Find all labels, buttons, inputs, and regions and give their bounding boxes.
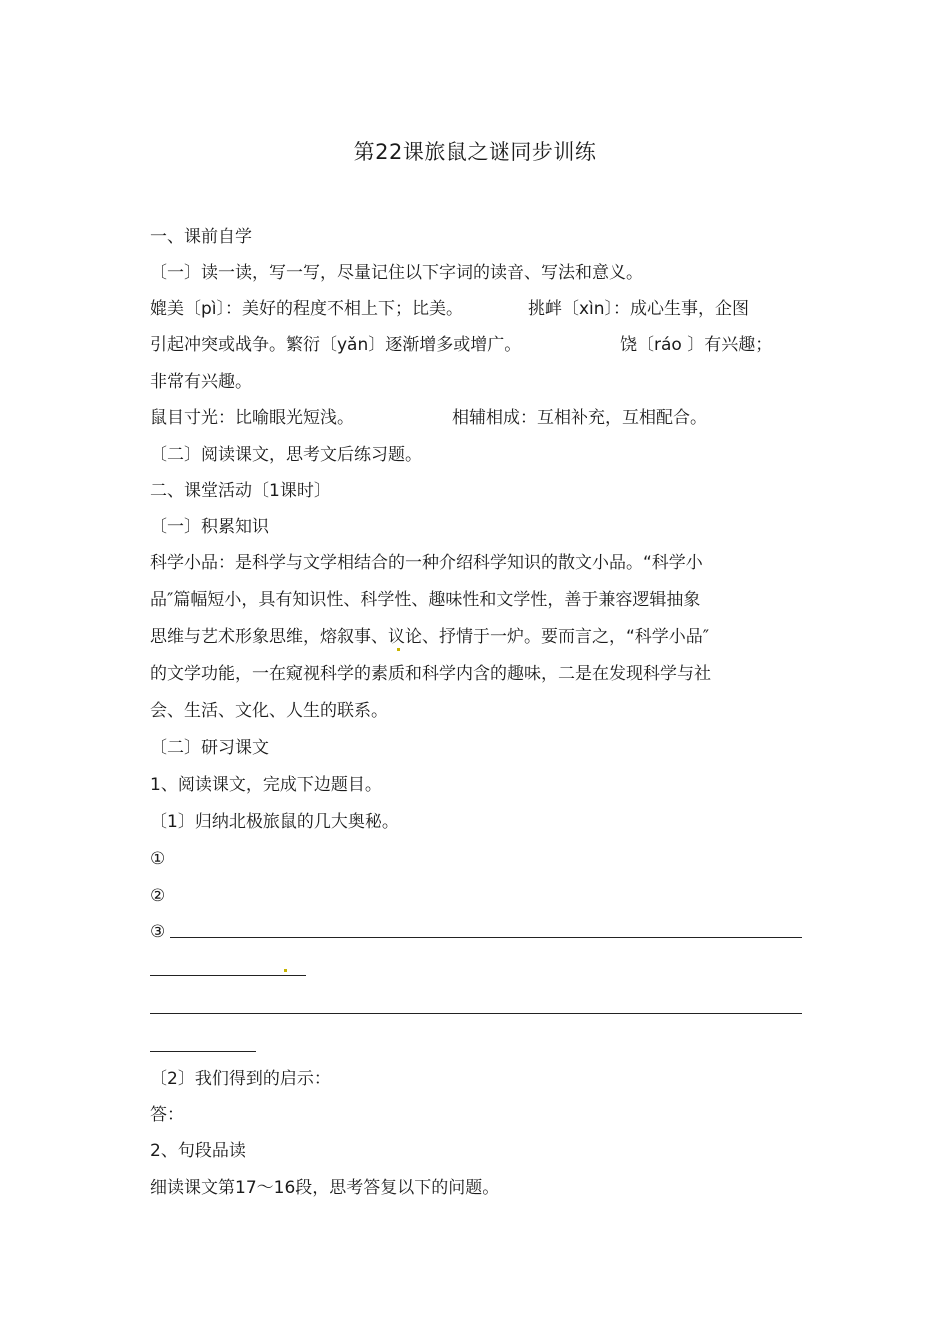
section2-sub1: 〔一〕积累知识 xyxy=(150,517,269,537)
answer-blank-line[interactable] xyxy=(150,1013,802,1014)
question-2: 2、句段品读 xyxy=(150,1141,246,1161)
paragraph-line: 科学小品：是科学与文学相结合的一种介绍科学知识的散文小品。“科学小 xyxy=(150,553,703,573)
paragraph-line: 思维与艺术形象思维，熔叙事、议论、抒情于一炉。要而言之，“科学小品″ xyxy=(150,627,710,647)
vocab-rao: 饶〔ráo 〕有兴趣； xyxy=(620,335,773,355)
section1-sub1: 〔一〕读一读，写一写，尽量记住以下字词的读音、写法和意义。 xyxy=(150,263,643,283)
answer-blank-line[interactable] xyxy=(150,975,306,976)
paragraph-line: 会、生活、文化、人生的联系。 xyxy=(150,701,388,721)
section1-heading: 一、课前自学 xyxy=(150,227,252,247)
answer-item-3: ③ xyxy=(150,922,166,942)
answer-item-1: ① xyxy=(150,849,166,869)
section1-sub2: 〔二〕阅读课文，思考文后练习题。 xyxy=(150,445,422,465)
answer-blank-line[interactable] xyxy=(170,937,802,938)
question-2-text: 细读课文第17～16段，思考答复以下的问题。 xyxy=(150,1178,500,1198)
section2-sub2: 〔二〕研习课文 xyxy=(150,738,269,758)
answer-label: 答： xyxy=(150,1105,184,1125)
vocab-pi: 媲美〔pì〕：美好的程度不相上下；比美。 xyxy=(150,299,464,319)
question-1-1: 〔1〕归纳北极旅鼠的几大奥秘。 xyxy=(150,812,399,832)
paragraph-line: 的文学功能，一在窥视科学的素质和科学内含的趣味，二是在发现科学与社 xyxy=(150,664,711,684)
page-title: 第22课旅鼠之谜同步训练 xyxy=(353,140,597,164)
vocab-yan: 引起冲突或战争。繁衍〔yǎn〕逐渐增多或增广。 xyxy=(150,335,522,355)
question-1-2: 〔2〕我们得到的启示： xyxy=(150,1069,331,1089)
section2-heading: 二、课堂活动〔1课时〕 xyxy=(150,481,331,501)
idiom-xiangfu: 相辅相成：互相补充，互相配合。 xyxy=(452,408,707,428)
vocab-xin: 挑衅〔xìn〕：成心生事，企图 xyxy=(528,299,750,319)
answer-item-2: ② xyxy=(150,886,166,906)
speck-mark xyxy=(397,648,400,651)
answer-blank-line[interactable] xyxy=(150,1051,256,1052)
paragraph-line: 品″篇幅短小，具有知识性、科学性、趣味性和文学性，善于兼容逻辑抽象 xyxy=(150,590,701,610)
idiom-shumu: 鼠目寸光：比喻眼光短浅。 xyxy=(150,408,354,428)
speck-mark xyxy=(284,969,287,972)
question-1: 1、阅读课文，完成下边题目。 xyxy=(150,775,382,795)
vocab-rao-meaning: 非常有兴趣。 xyxy=(150,372,252,392)
